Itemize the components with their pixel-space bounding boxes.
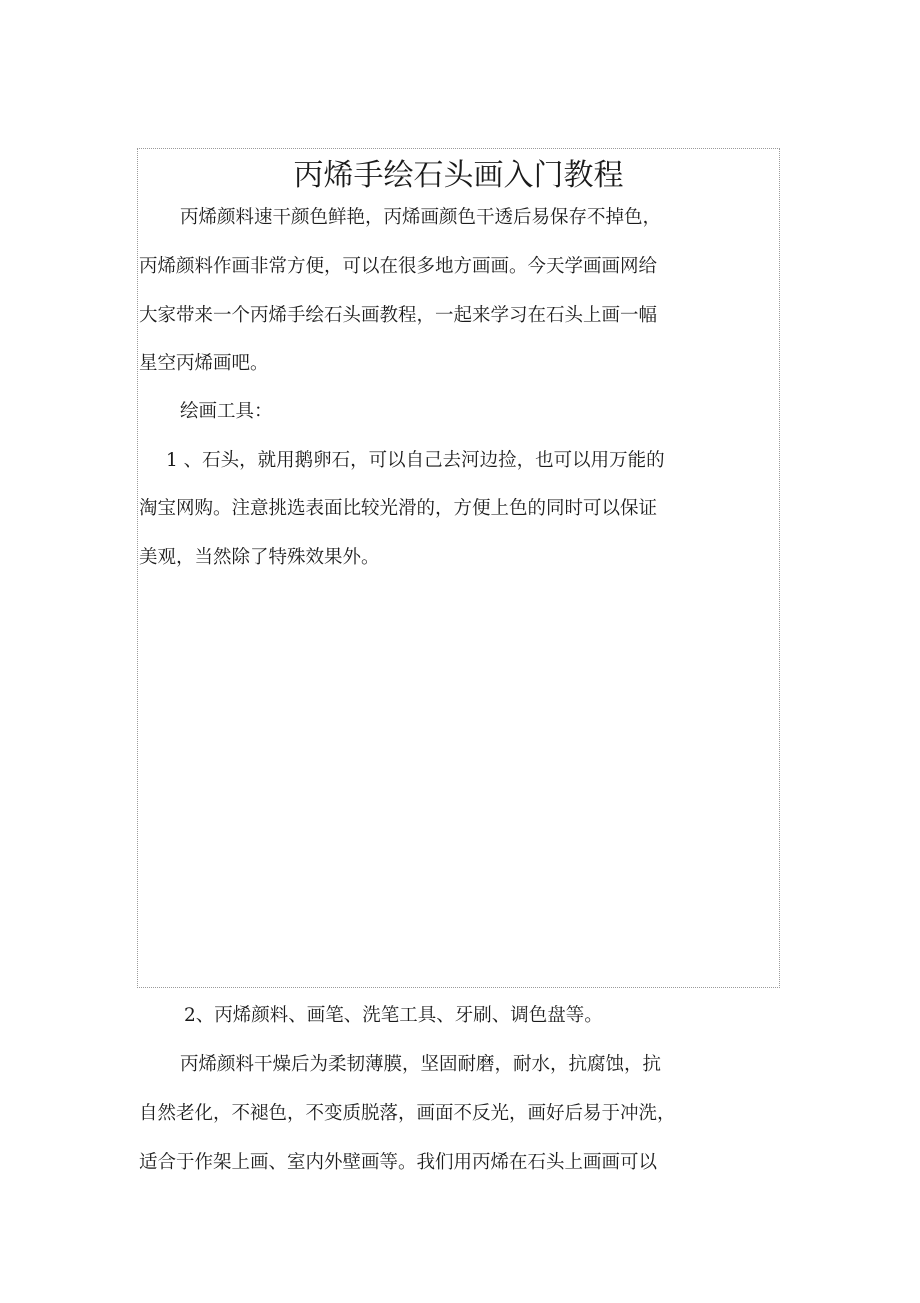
document-title: 丙烯手绘石头画入门教程: [293, 158, 624, 193]
paragraph-line: 丙烯颜料作画非常方便，可以在很多地方画画。今天学画画网给: [139, 256, 658, 277]
list-item-line: 2、丙烯颜料、画笔、洗笔工具、牙刷、调色盘等。: [184, 1005, 603, 1026]
paragraph-line: 丙烯颜料干燥后为柔韧薄膜，坚固耐磨，耐水，抗腐蚀，抗: [180, 1054, 662, 1075]
list-item-line: 美观，当然除了特殊效果外。: [139, 547, 380, 568]
paragraph-line: 丙烯颜料速干颜色鲜艳，丙烯画颜色干透后易保存不掉色，: [180, 207, 662, 228]
list-item-line: 淘宝网购。注意挑选表面比较光滑的，方便上色的同时可以保证: [139, 498, 658, 519]
paragraph-line: 自然老化，不褪色，不变质脱落，画面不反光，画好后易于冲洗，: [139, 1103, 676, 1124]
paragraph-line: 星空丙烯画吧。: [139, 353, 269, 374]
section-heading: 绘画工具：: [180, 401, 273, 422]
list-item-line: 1 、石头，就用鹅卵石，可以自己去河边捡，也可以用万能的: [166, 450, 665, 471]
paragraph-line: 大家带来一个丙烯手绘石头画教程，一起来学习在石头上画一幅: [139, 305, 658, 326]
paragraph-line: 适合于作架上画、室内外壁画等。我们用丙烯在石头上画画可以: [139, 1152, 658, 1173]
